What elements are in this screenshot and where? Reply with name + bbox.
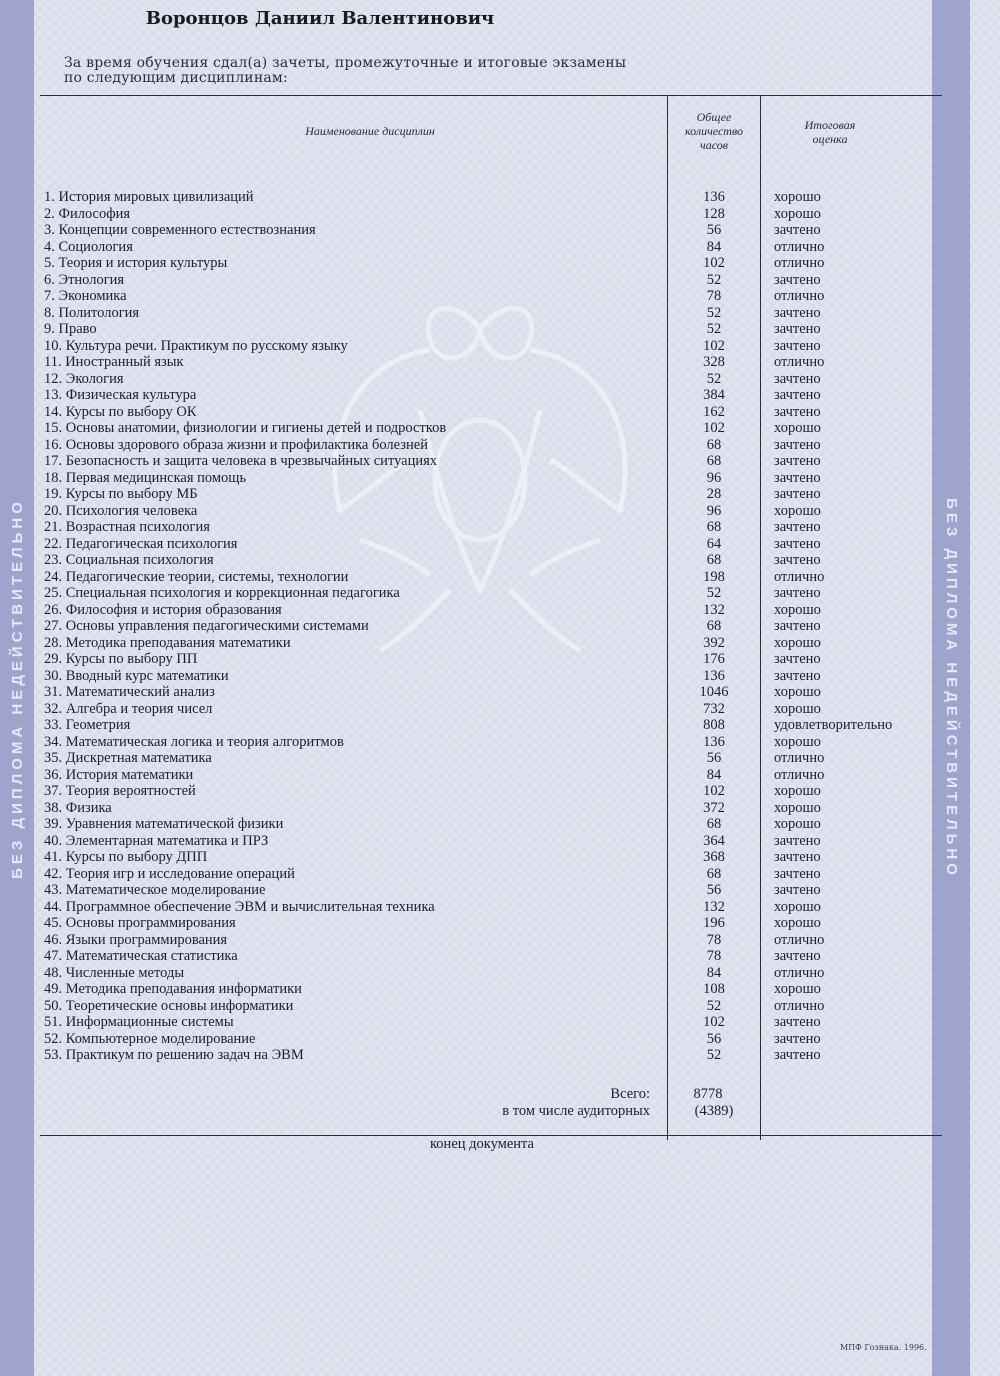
discipline-name: 47. Математическая статистика bbox=[44, 948, 238, 964]
discipline-hours: 68 bbox=[706, 816, 722, 832]
discipline-row bbox=[44, 569, 924, 586]
discipline-grade: отлично bbox=[774, 238, 825, 255]
discipline-grade: зачтено bbox=[774, 651, 821, 667]
discipline-name: 22. Педагогическая психология bbox=[44, 535, 238, 552]
discipline-grade: хорошо bbox=[774, 502, 821, 519]
discipline-hours: 136 bbox=[703, 733, 725, 750]
discipline-row bbox=[44, 750, 924, 767]
end-of-document-text: конец документа bbox=[430, 1136, 534, 1152]
discipline-grade: зачтено bbox=[774, 519, 821, 535]
discipline-name: 42. Теория игр и исследование операций bbox=[44, 865, 295, 882]
discipline-grade: отлично bbox=[774, 568, 825, 585]
discipline-hours: 56 bbox=[706, 222, 722, 238]
discipline-name: 25. Специальная психология и коррекционная педагогика bbox=[44, 585, 400, 601]
discipline-hours: 368 bbox=[703, 849, 725, 865]
discipline-grade: зачтено bbox=[774, 304, 821, 321]
discipline-row bbox=[44, 915, 924, 932]
discipline-name: 46. Языки программирования bbox=[44, 931, 228, 948]
discipline-hours: 128 bbox=[703, 205, 725, 222]
student-name: Воронцов Даниил Валентинович bbox=[145, 8, 495, 29]
discipline-row bbox=[44, 239, 924, 256]
discipline-hours: 84 bbox=[706, 766, 722, 783]
discipline-name: 40. Элементарная математика и ПРЗ bbox=[44, 832, 269, 849]
discipline-grade: зачтено bbox=[774, 370, 821, 387]
discipline-name: 30. Вводный курс математики bbox=[44, 667, 229, 684]
discipline-name: 11. Иностранный язык bbox=[44, 354, 184, 370]
discipline-name: 35. Дискретная математика bbox=[44, 750, 212, 766]
discipline-name: 26. Философия и история образования bbox=[44, 601, 282, 618]
discipline-row bbox=[44, 486, 924, 503]
discipline-hours: 1046 bbox=[699, 684, 729, 700]
discipline-name: 50. Теоретические основы информатики bbox=[44, 997, 294, 1014]
discipline-name: 3. Концепции современного естествознания bbox=[44, 222, 316, 238]
discipline-row bbox=[44, 338, 924, 355]
discipline-name: 14. Курсы по выбору ОК bbox=[44, 403, 197, 420]
discipline-hours: 28 bbox=[706, 486, 722, 502]
discipline-name: 4. Социология bbox=[44, 238, 133, 255]
discipline-hours: 78 bbox=[706, 288, 722, 304]
discipline-row bbox=[44, 981, 924, 998]
discipline-hours: 52 bbox=[706, 271, 722, 288]
discipline-row bbox=[44, 288, 924, 305]
discipline-hours: 136 bbox=[703, 667, 725, 684]
discipline-name: 51. Информационные системы bbox=[44, 1014, 234, 1030]
discipline-grade: зачтено bbox=[774, 1047, 821, 1063]
discipline-grade: хорошо bbox=[774, 189, 821, 205]
discipline-grade: зачтено bbox=[774, 552, 821, 568]
discipline-name: 31. Математический анализ bbox=[44, 684, 215, 700]
total-hours-value: 8778 bbox=[693, 1086, 723, 1102]
total-hours-label: Всего: bbox=[610, 1086, 650, 1102]
discipline-grade: зачтено bbox=[774, 321, 821, 337]
discipline-row bbox=[44, 635, 924, 652]
discipline-grade: отлично bbox=[774, 750, 825, 766]
discipline-hours: 102 bbox=[703, 337, 725, 354]
discipline-hours: 132 bbox=[703, 898, 725, 915]
discipline-row bbox=[44, 354, 924, 371]
discipline-row bbox=[44, 866, 924, 883]
classroom-hours-label: в том числе аудиторных bbox=[502, 1103, 650, 1119]
discipline-name: 27. Основы управления педагогическими системами bbox=[44, 618, 369, 634]
discipline-row bbox=[44, 371, 924, 388]
discipline-grade: зачтено bbox=[774, 403, 821, 420]
discipline-row bbox=[44, 305, 924, 322]
discipline-row bbox=[44, 206, 924, 223]
left-strip-watermark: БЕЗ ДИПЛОМА НЕДЕЙСТВИТЕЛЬНО bbox=[8, 497, 26, 879]
discipline-hours: 808 bbox=[703, 717, 725, 733]
discipline-name: 10. Культура речи. Практикум по русскому языку bbox=[44, 337, 348, 354]
discipline-grade: отлично bbox=[774, 288, 825, 304]
discipline-grade: хорошо bbox=[774, 783, 821, 799]
discipline-hours: 84 bbox=[706, 238, 722, 255]
discipline-name: 17. Безопасность и защита человека в чрезвычайных ситуациях bbox=[44, 453, 438, 469]
discipline-grade: зачтено bbox=[774, 387, 821, 403]
discipline-grade: хорошо bbox=[774, 799, 821, 816]
discipline-name: 2. Философия bbox=[44, 205, 131, 222]
discipline-hours: 84 bbox=[706, 964, 722, 981]
discipline-hours: 136 bbox=[703, 189, 725, 205]
discipline-hours: 102 bbox=[703, 255, 725, 271]
discipline-name: 53. Практикум по решению задач на ЭВМ bbox=[44, 1047, 304, 1063]
classroom-hours-value: (4389) bbox=[694, 1103, 734, 1119]
discipline-row bbox=[44, 387, 924, 404]
discipline-name: 36. История математики bbox=[44, 766, 194, 783]
discipline-name: 9. Право bbox=[44, 321, 97, 337]
discipline-hours: 56 bbox=[706, 1030, 722, 1047]
discipline-row bbox=[44, 272, 924, 289]
discipline-hours: 384 bbox=[703, 387, 725, 403]
discipline-row bbox=[44, 783, 924, 800]
discipline-grade: зачтено bbox=[774, 535, 821, 552]
discipline-grade: хорошо bbox=[774, 205, 821, 222]
discipline-name: 13. Физическая культура bbox=[44, 387, 197, 403]
printer-imprint: МПФ Гознака. 1996. bbox=[840, 1343, 927, 1352]
discipline-grade: зачтено bbox=[774, 948, 821, 964]
discipline-grade: зачтено bbox=[774, 469, 821, 486]
discipline-grade: зачтено bbox=[774, 222, 821, 238]
discipline-name: 37. Теория вероятностей bbox=[44, 783, 196, 799]
discipline-hours: 392 bbox=[703, 634, 725, 651]
discipline-grade: хорошо bbox=[774, 816, 821, 832]
discipline-hours: 732 bbox=[703, 700, 725, 717]
discipline-grade: зачтено bbox=[774, 453, 821, 469]
discipline-hours: 364 bbox=[703, 832, 725, 849]
discipline-grade: зачтено bbox=[774, 865, 821, 882]
discipline-row bbox=[44, 948, 924, 965]
right-strip-watermark: БЕЗ ДИПЛОМА НЕДЕЙСТВИТЕЛЬНО bbox=[942, 497, 960, 879]
discipline-row bbox=[44, 684, 924, 701]
discipline-name: 8. Политология bbox=[44, 304, 140, 321]
discipline-grade: хорошо bbox=[774, 915, 821, 931]
discipline-name: 1. История мировых цивилизаций bbox=[44, 189, 254, 205]
discipline-row bbox=[44, 800, 924, 817]
discipline-row bbox=[44, 189, 924, 206]
disciplines-list bbox=[44, 189, 924, 1064]
discipline-row bbox=[44, 899, 924, 916]
discipline-row bbox=[44, 668, 924, 685]
discipline-row bbox=[44, 998, 924, 1015]
discipline-row bbox=[44, 255, 924, 272]
discipline-grade: удовлетворительно bbox=[774, 717, 893, 733]
discipline-row bbox=[44, 1047, 924, 1064]
discipline-row bbox=[44, 1014, 924, 1031]
discipline-name: 49. Методика преподавания информатики bbox=[44, 981, 302, 997]
discipline-grade: хорошо bbox=[774, 898, 821, 915]
discipline-grade: зачтено bbox=[774, 832, 821, 849]
discipline-row bbox=[44, 849, 924, 866]
discipline-name: 19. Курсы по выбору МБ bbox=[44, 486, 198, 502]
discipline-row bbox=[44, 833, 924, 850]
discipline-row bbox=[44, 585, 924, 602]
discipline-row bbox=[44, 932, 924, 949]
discipline-name: 23. Социальная психология bbox=[44, 552, 214, 568]
discipline-name: 39. Уравнения математической физики bbox=[44, 816, 284, 832]
discipline-grade: хорошо bbox=[774, 420, 821, 436]
discipline-grade: хорошо bbox=[774, 684, 821, 700]
discipline-hours: 196 bbox=[703, 915, 725, 931]
discipline-grade: хорошо bbox=[774, 981, 821, 997]
discipline-hours: 78 bbox=[706, 931, 722, 948]
intro-line-2: по следующим дисциплинам: bbox=[64, 70, 288, 86]
discipline-name: 18. Первая медицинская помощь bbox=[44, 469, 247, 486]
discipline-hours: 52 bbox=[706, 304, 722, 321]
discipline-row bbox=[44, 602, 924, 619]
discipline-hours: 68 bbox=[706, 865, 722, 882]
discipline-grade: отлично bbox=[774, 766, 825, 783]
discipline-grade: зачтено bbox=[774, 337, 821, 354]
discipline-grade: хорошо bbox=[774, 634, 821, 651]
discipline-hours: 198 bbox=[703, 568, 725, 585]
discipline-name: 43. Математическое моделирование bbox=[44, 882, 266, 898]
discipline-row bbox=[44, 701, 924, 718]
discipline-hours: 132 bbox=[703, 601, 725, 618]
discipline-grade: хорошо bbox=[774, 601, 821, 618]
discipline-name: 33. Геометрия bbox=[44, 717, 131, 733]
discipline-hours: 176 bbox=[703, 651, 725, 667]
discipline-row bbox=[44, 321, 924, 338]
discipline-grade: зачтено bbox=[774, 1030, 821, 1047]
discipline-name: 15. Основы анатомии, физиологии и гигиены детей и подростков bbox=[44, 420, 447, 436]
discipline-hours: 52 bbox=[706, 1047, 722, 1063]
intro-line-1: За время обучения сдал(а) зачеты, промежуточные и итоговые экзамены bbox=[64, 55, 627, 71]
discipline-grade: зачтено bbox=[774, 618, 821, 634]
discipline-grade: отлично bbox=[774, 354, 825, 370]
discipline-row bbox=[44, 453, 924, 470]
discipline-hours: 162 bbox=[703, 403, 725, 420]
discipline-hours: 78 bbox=[706, 948, 722, 964]
discipline-row bbox=[44, 222, 924, 239]
discipline-hours: 328 bbox=[703, 354, 725, 370]
discipline-hours: 96 bbox=[706, 469, 722, 486]
discipline-grade: зачтено bbox=[774, 1014, 821, 1030]
discipline-name: 32. Алгебра и теория чисел bbox=[44, 700, 213, 717]
discipline-grade: отлично bbox=[774, 964, 825, 981]
discipline-name: 5. Теория и история культуры bbox=[44, 255, 228, 271]
discipline-hours: 56 bbox=[706, 882, 722, 898]
discipline-name: 52. Компьютерное моделирование bbox=[44, 1030, 256, 1047]
discipline-name: 44. Программное обеспечение ЭВМ и вычислительная техника bbox=[44, 898, 435, 915]
discipline-hours: 52 bbox=[706, 370, 722, 387]
discipline-grade: отлично bbox=[774, 931, 825, 948]
intro-text bbox=[64, 56, 626, 86]
discipline-name: 7. Экономика bbox=[44, 288, 127, 304]
header-final-grade: Итоговая оценка bbox=[804, 118, 856, 146]
discipline-hours: 68 bbox=[706, 519, 722, 535]
discipline-hours: 56 bbox=[706, 750, 722, 766]
discipline-name: 6. Этнология bbox=[44, 271, 125, 288]
discipline-row bbox=[44, 651, 924, 668]
discipline-row bbox=[44, 717, 924, 734]
table-top-rule bbox=[40, 95, 942, 96]
discipline-hours: 102 bbox=[703, 420, 725, 436]
discipline-name: 29. Курсы по выбору ПП bbox=[44, 651, 198, 667]
discipline-grade: отлично bbox=[774, 255, 825, 271]
discipline-hours: 372 bbox=[703, 799, 725, 816]
discipline-row bbox=[44, 503, 924, 520]
discipline-name: 12. Экология bbox=[44, 370, 124, 387]
discipline-grade: зачтено bbox=[774, 436, 821, 453]
discipline-grade: хорошо bbox=[774, 733, 821, 750]
discipline-hours: 64 bbox=[706, 535, 722, 552]
discipline-grade: отлично bbox=[774, 997, 825, 1014]
discipline-name: 28. Методика преподавания математики bbox=[44, 634, 291, 651]
discipline-hours: 68 bbox=[706, 453, 722, 469]
discipline-hours: 96 bbox=[706, 502, 722, 519]
header-total-hours: Общее количество часов bbox=[684, 110, 744, 152]
discipline-name: 20. Психология человека bbox=[44, 502, 198, 519]
discipline-row bbox=[44, 767, 924, 784]
discipline-row bbox=[44, 734, 924, 751]
discipline-name: 24. Педагогические теории, системы, технологии bbox=[44, 568, 349, 585]
discipline-name: 45. Основы программирования bbox=[44, 915, 236, 931]
discipline-row bbox=[44, 420, 924, 437]
discipline-hours: 102 bbox=[703, 1014, 725, 1030]
discipline-hours: 102 bbox=[703, 783, 725, 799]
discipline-name: 48. Численные методы bbox=[44, 964, 185, 981]
discipline-name: 16. Основы здорового образа жизни и профилактика болезней bbox=[44, 436, 428, 453]
discipline-row bbox=[44, 519, 924, 536]
discipline-name: 38. Физика bbox=[44, 799, 112, 816]
discipline-row bbox=[44, 882, 924, 899]
discipline-grade: зачтено bbox=[774, 585, 821, 601]
discipline-hours: 52 bbox=[706, 321, 722, 337]
discipline-hours: 68 bbox=[706, 618, 722, 634]
discipline-grade: зачтено bbox=[774, 849, 821, 865]
discipline-grade: зачтено bbox=[774, 486, 821, 502]
discipline-hours: 68 bbox=[706, 552, 722, 568]
discipline-row bbox=[44, 1031, 924, 1048]
discipline-grade: хорошо bbox=[774, 700, 821, 717]
discipline-row bbox=[44, 552, 924, 569]
discipline-hours: 52 bbox=[706, 585, 722, 601]
discipline-grade: зачтено bbox=[774, 271, 821, 288]
header-discipline-name: Наименование дисциплин bbox=[305, 124, 435, 138]
discipline-row bbox=[44, 816, 924, 833]
discipline-grade: зачтено bbox=[774, 882, 821, 898]
discipline-hours: 108 bbox=[703, 981, 725, 997]
discipline-row bbox=[44, 618, 924, 635]
discipline-name: 21. Возрастная психология bbox=[44, 519, 210, 535]
discipline-row bbox=[44, 437, 924, 454]
discipline-row bbox=[44, 965, 924, 982]
discipline-row bbox=[44, 536, 924, 553]
discipline-row bbox=[44, 470, 924, 487]
discipline-row bbox=[44, 404, 924, 421]
discipline-hours: 52 bbox=[706, 997, 722, 1014]
discipline-grade: зачтено bbox=[774, 667, 821, 684]
discipline-name: 41. Курсы по выбору ДПП bbox=[44, 849, 208, 865]
discipline-hours: 68 bbox=[706, 436, 722, 453]
discipline-name: 34. Математическая логика и теория алгоритмов bbox=[44, 733, 344, 750]
